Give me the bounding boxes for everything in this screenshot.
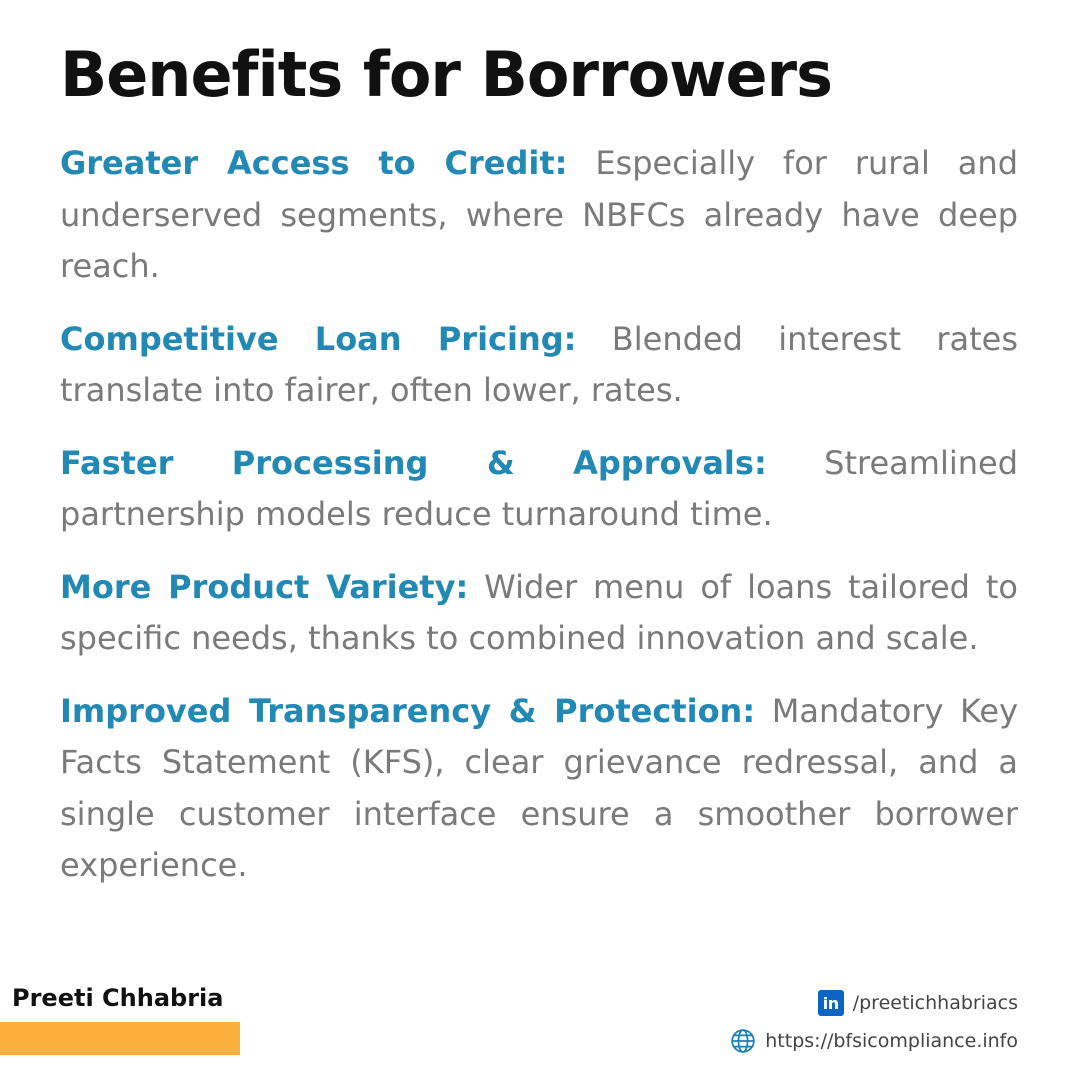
- linkedin-handle: /preetichhabriacs: [852, 992, 1018, 1014]
- benefit-heading: Competitive Loan Pricing:: [60, 319, 577, 358]
- website-link[interactable]: [730, 1028, 1018, 1054]
- website-url: https://bfsicompliance.info: [765, 1030, 1018, 1052]
- benefit-description: Especially for rural and underserved segments, where NBFCs already have deep reach.: [60, 144, 1019, 285]
- linkedin-icon: in: [818, 990, 844, 1016]
- benefit-heading: More Product Variety:: [60, 567, 469, 606]
- benefit-heading: Improved Transparency & Protection:: [60, 691, 756, 730]
- benefit-item-access-to-credit: [60, 138, 1018, 293]
- benefit-item-faster-processing: [60, 438, 1018, 541]
- benefit-heading: Greater Access to Credit:: [60, 144, 568, 182]
- benefit-description: Blended interest rates translate into fairer, often lower, rates.: [60, 319, 1019, 409]
- benefit-item-loan-pricing: [60, 314, 1018, 417]
- benefit-item-product-variety: [60, 562, 1018, 665]
- benefit-description: Streamlined partnership models reduce turnaround time.: [60, 443, 1018, 533]
- page-title: Benefits for Borrowers: [60, 38, 832, 111]
- linkedin-link[interactable]: [818, 990, 1018, 1016]
- benefits-list: [60, 138, 1018, 913]
- benefit-description: Wider menu of loans tailored to specific needs, thanks to combined innovation and scale.: [60, 567, 1018, 657]
- benefit-item-transparency: [60, 686, 1018, 892]
- author-accent-bar: [0, 1022, 240, 1055]
- author-name: Preeti Chhabria: [12, 984, 224, 1012]
- benefit-description: Mandatory Key Facts Statement (KFS), clear grievance redressal, and a single customer interface ensure a smoother borrower experience.: [60, 691, 1019, 884]
- benefit-heading: Faster Processing & Approvals:: [60, 443, 767, 482]
- globe-icon: [730, 1028, 756, 1054]
